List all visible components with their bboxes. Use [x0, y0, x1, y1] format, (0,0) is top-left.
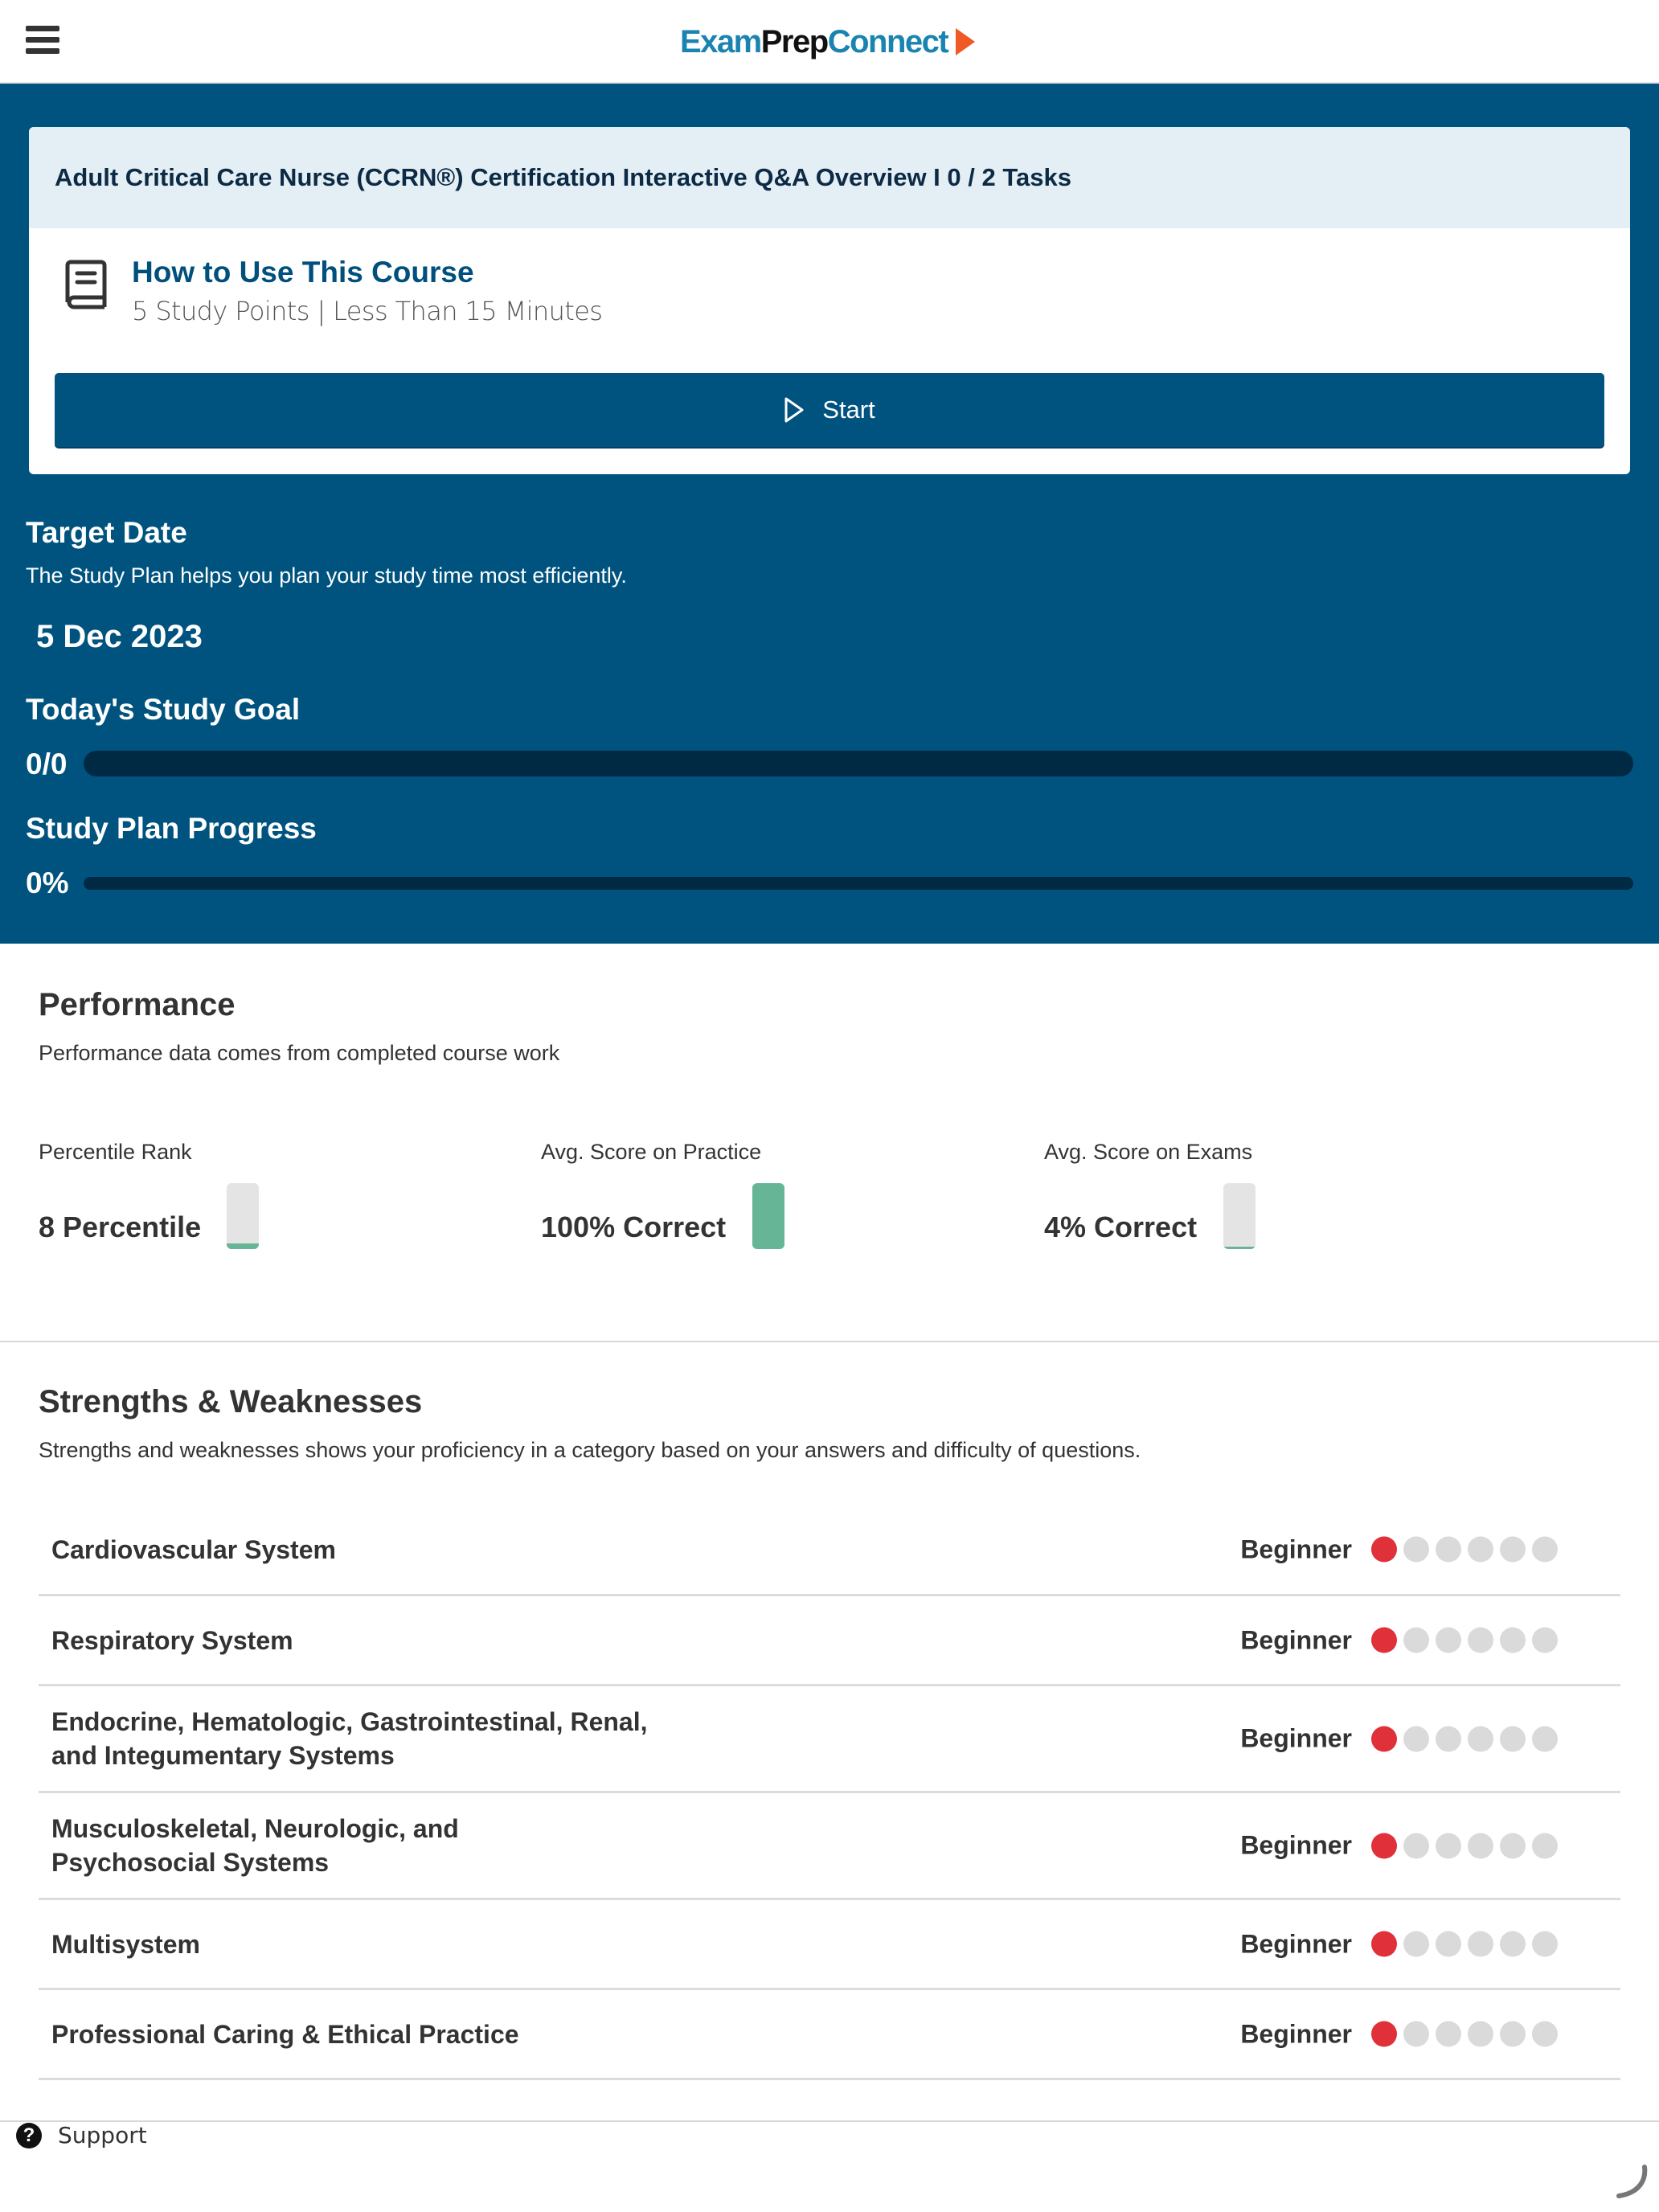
proficiency-level: Beginner: [1240, 1830, 1352, 1860]
study-plan-progress-title: Study Plan Progress: [26, 812, 317, 845]
proficiency-dot: [1403, 1537, 1429, 1563]
category-name: Musculoskeletal, Neurologic, and Psychosocial Systems: [51, 1814, 459, 1877]
proficiency: [1240, 1534, 1564, 1564]
today-goal-progress-bar: [84, 751, 1633, 776]
course-meta: 5 Study Points | Less Than 15 Minutes: [132, 296, 603, 326]
metric-label: Percentile Rank: [39, 1140, 192, 1164]
strength-row[interactable]: [39, 1505, 1620, 1596]
proficiency: [1240, 1831, 1564, 1861]
proficiency-dot-filled: [1371, 1931, 1397, 1957]
today-goal-title: Today's Study Goal: [26, 693, 301, 726]
logo-prep: Prep: [760, 23, 828, 59]
strength-row[interactable]: [39, 1990, 1620, 2080]
support-link[interactable]: [16, 2122, 147, 2149]
target-date-value[interactable]: 5 Dec 2023: [36, 619, 203, 654]
proficiency-dot: [1500, 1628, 1526, 1653]
proficiency-dot-filled: [1371, 2022, 1397, 2047]
metric-value: 4% Correct: [1044, 1210, 1198, 1243]
metric-value: 100% Correct: [541, 1210, 727, 1243]
category-name: Endocrine, Hematologic, Gastrointestinal, Renal, and Integumentary Systems: [51, 1707, 648, 1770]
study-plan-section: [0, 84, 1659, 944]
category-name: Multisystem: [51, 1929, 200, 1959]
proficiency-dot: [1436, 1537, 1461, 1563]
strengths-list: [39, 1505, 1620, 2080]
target-date-title: Target Date: [26, 516, 187, 549]
proficiency-dot: [1403, 1726, 1429, 1751]
proficiency-dot: [1500, 1726, 1526, 1751]
proficiency-dot-filled: [1371, 1726, 1397, 1751]
proficiency-dot: [1468, 1726, 1493, 1751]
proficiency-dot: [1500, 1537, 1526, 1563]
metric-percentile-rank: [39, 1140, 521, 1260]
metric-bar: [1223, 1183, 1256, 1249]
proficiency-dot: [1532, 2022, 1558, 2047]
proficiency-level: Beginner: [1240, 1534, 1352, 1563]
study-plan-progress-value: 0%: [26, 866, 69, 899]
course-card-header: Adult Critical Care Nurse (CCRN®) Certification Interactive Q&A Overview I 0 / 2 Tasks: [29, 127, 1630, 228]
proficiency-dot: [1468, 1628, 1493, 1653]
proficiency-dot: [1436, 1628, 1461, 1653]
proficiency-dot: [1403, 1833, 1429, 1858]
proficiency-dot: [1436, 1833, 1461, 1858]
book-icon: [63, 257, 111, 312]
proficiency-dot: [1468, 1931, 1493, 1957]
category-name: Cardiovascular System: [51, 1534, 336, 1564]
proficiency-level: Beginner: [1240, 1723, 1352, 1753]
metric-bar-fill: [1223, 1247, 1256, 1249]
proficiency-dot: [1532, 1833, 1558, 1858]
proficiency-dot: [1403, 1931, 1429, 1957]
performance-subtitle: Performance data comes from completed course work: [39, 1041, 560, 1065]
proficiency-dot-filled: [1371, 1833, 1397, 1858]
strengths-subtitle: Strengths and weaknesses shows your proficiency in a category based on your answers and difficulty of questions.: [39, 1438, 1141, 1462]
course-card: [29, 127, 1630, 474]
metric-label: Avg. Score on Practice: [541, 1140, 762, 1164]
chevron-right-icon: [956, 28, 975, 55]
proficiency-dot: [1403, 2022, 1429, 2047]
logo[interactable]: [680, 21, 975, 63]
category-name: Respiratory System: [51, 1625, 293, 1655]
proficiency-dot: [1436, 1931, 1461, 1957]
top-bar: [0, 0, 1659, 84]
proficiency-dot: [1468, 2022, 1493, 2047]
proficiency: [1240, 1929, 1564, 1959]
metric-bar: [752, 1183, 784, 1249]
metric-exam-score: [1044, 1140, 1526, 1260]
proficiency-level: Beginner: [1240, 2019, 1352, 2048]
support-label: Support: [58, 2122, 147, 2149]
spinner-icon: [1611, 2162, 1651, 2202]
metric-bar-fill: [752, 1183, 784, 1249]
strength-row[interactable]: [39, 1686, 1620, 1793]
course-title[interactable]: How to Use This Course: [132, 256, 474, 289]
strength-row[interactable]: [39, 1596, 1620, 1686]
proficiency-level: Beginner: [1240, 1625, 1352, 1654]
proficiency-level: Beginner: [1240, 1929, 1352, 1958]
proficiency-dot: [1500, 1931, 1526, 1957]
proficiency-dot: [1500, 2022, 1526, 2047]
metric-practice-score: [541, 1140, 1023, 1260]
proficiency-dot: [1532, 1931, 1558, 1957]
proficiency-dot-filled: [1371, 1537, 1397, 1563]
strengths-title: Strengths & Weaknesses: [39, 1384, 423, 1419]
play-icon: [784, 396, 805, 424]
proficiency: [1240, 2019, 1564, 2049]
metric-bar: [227, 1183, 259, 1249]
question-circle-icon: ?: [16, 2123, 42, 2149]
start-label: Start: [822, 395, 875, 424]
metric-value: 8 Percentile: [39, 1210, 202, 1243]
metric-label: Avg. Score on Exams: [1044, 1140, 1253, 1164]
proficiency-dot: [1468, 1537, 1493, 1563]
category-name: Professional Caring & Ethical Practice: [51, 2019, 519, 2049]
course-module: [29, 228, 1630, 474]
today-goal-value: 0/0: [26, 748, 68, 780]
logo-exam: Exam: [680, 23, 761, 59]
proficiency-dot: [1532, 1628, 1558, 1653]
hamburger-icon[interactable]: [26, 26, 59, 55]
target-date-description: The Study Plan helps you plan your study time most efficiently.: [26, 563, 627, 588]
proficiency: [1240, 1625, 1564, 1655]
study-plan-progress-bar: [84, 877, 1633, 890]
proficiency-dot: [1500, 1833, 1526, 1858]
strength-row[interactable]: [39, 1793, 1620, 1900]
proficiency-dot-filled: [1371, 1628, 1397, 1653]
metric-bar-fill: [227, 1243, 259, 1249]
proficiency-dot: [1532, 1726, 1558, 1751]
strength-row[interactable]: [39, 1900, 1620, 1990]
section-divider: [0, 1341, 1659, 1342]
proficiency-dot: [1468, 1833, 1493, 1858]
proficiency-dot: [1532, 1537, 1558, 1563]
proficiency: [1240, 1724, 1564, 1754]
performance-title: Performance: [39, 987, 236, 1022]
footer-divider: [0, 2120, 1659, 2122]
start-button[interactable]: [55, 373, 1604, 449]
proficiency-dot: [1403, 1628, 1429, 1653]
logo-connect: Connect: [827, 23, 948, 59]
proficiency-dot: [1436, 1726, 1461, 1751]
proficiency-dot: [1436, 2022, 1461, 2047]
